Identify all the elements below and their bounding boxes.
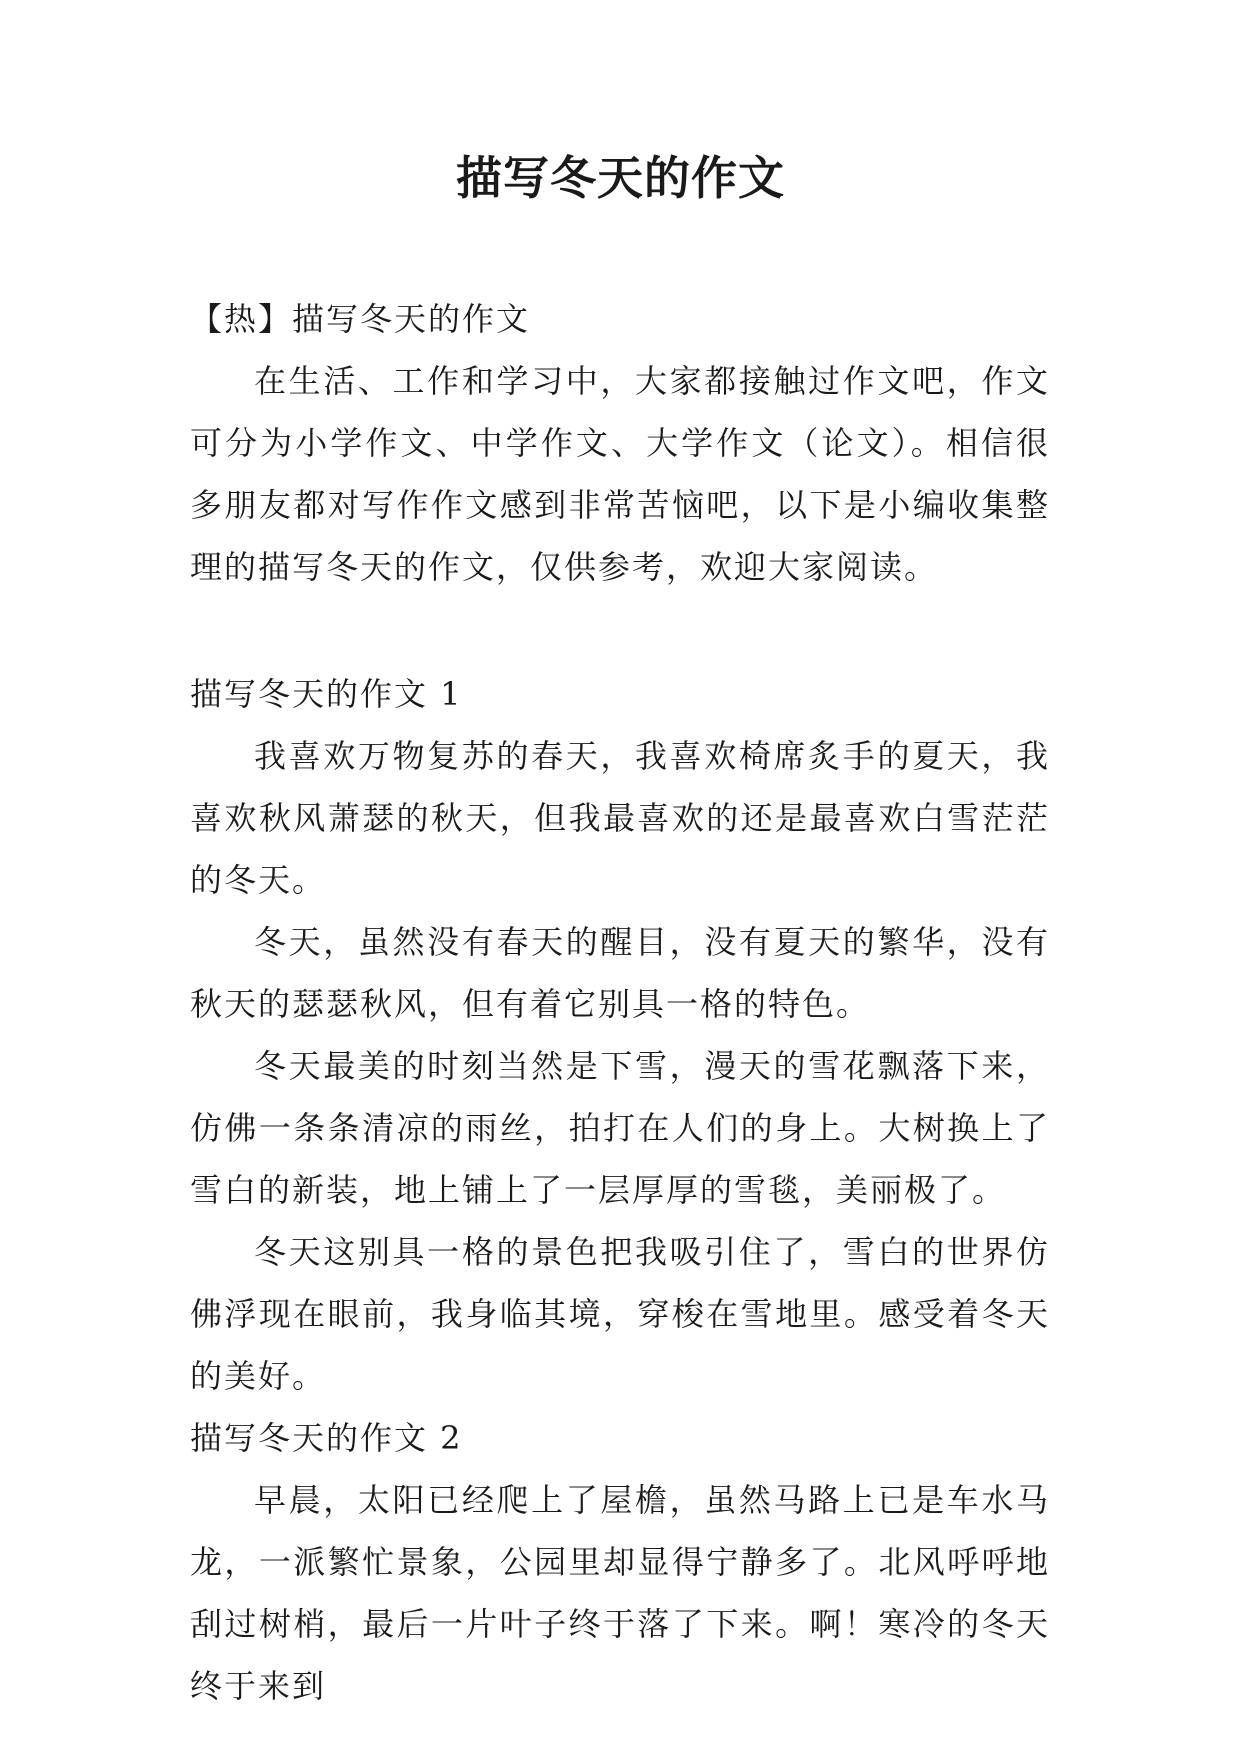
section-1-paragraph-3: 冬天最美的时刻当然是下雪，漫天的雪花飘落下来，仿佛一条条清凉的雨丝，拍打在人们的身上。大树换上了雪白的新装，地上铺上了一层厚厚的雪毯，美丽极了。 [190,1047,1050,1209]
document-heading: 【热】描写冬天的作文 [190,300,531,338]
document-title: 描写冬天的作文 [456,151,785,205]
section-1-paragraph-4: 冬天这别具一格的景色把我吸引住了，雪白的世界仿佛浮现在眼前，我身临其境，穿梭在雪地里。感受着冬天的美好。 [190,1233,1050,1395]
section-2-paragraph-1: 早晨，太阳已经爬上了屋檐，虽然马路上已是车水马龙，一派繁忙景象，公园里却显得宁静多了。北风呼呼地刮过树梢，最后一片叶子终于落了下来。啊！寒冷的冬天终于来到 [190,1481,1050,1705]
section-1-heading: 描写冬天的作文 1 [190,675,463,713]
intro-paragraph: 在生活、工作和学习中，大家都接触过作文吧，作文可分为小学作文、中学作文、大学作文（论文）。相信很多朋友都对写作作文感到非常苦恼吧，以下是小编收集整理的描写冬天的作文，仅供参考，欢迎大家阅读。 [190,362,1050,586]
document-body [190,288,1050,1717]
section-2-heading: 描写冬天的作文 2 [190,1419,463,1457]
section-1-paragraph-2: 冬天，虽然没有春天的醒目，没有夏天的繁华，没有秋天的瑟瑟秋风，但有着它别具一格的特色。 [190,923,1050,1023]
section-1-paragraph-1: 我喜欢万物复苏的春天，我喜欢椅席炙手的夏天，我喜欢秋风萧瑟的秋天，但我最喜欢的还是最喜欢白雪茫茫的冬天。 [190,737,1050,899]
section-spacer [190,598,1050,663]
